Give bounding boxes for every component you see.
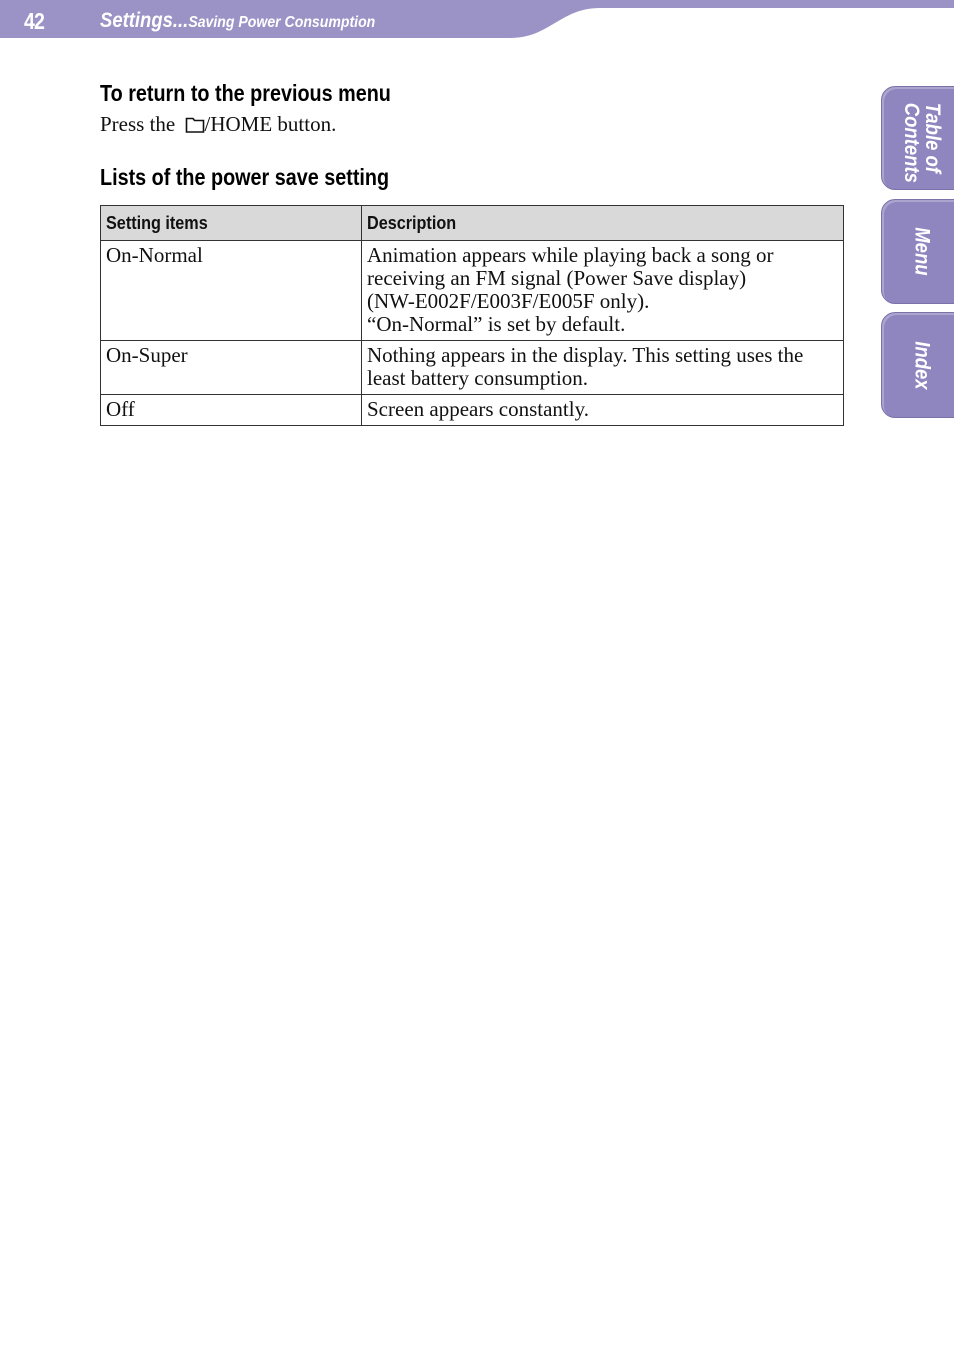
setting-item-cell: On-Super	[101, 341, 362, 395]
header-title	[100, 9, 375, 33]
description-line: Screen appears constantly.	[367, 397, 589, 421]
table-row	[101, 395, 844, 426]
tab-label-index: Index	[910, 340, 934, 390]
folder-icon	[185, 114, 205, 139]
header-subtitle: Saving Power Consumption	[188, 14, 376, 31]
tab-menu[interactable]	[881, 199, 954, 304]
tab-index[interactable]	[881, 312, 954, 418]
description-line: receiving an FM signal (Power Save display)	[367, 266, 747, 290]
instruction-text-after: /HOME button.	[204, 112, 337, 136]
return-heading: To return to the previous menu	[100, 80, 391, 106]
tab-table-of-contents[interactable]	[881, 86, 954, 190]
header-band	[0, 0, 954, 40]
table-header-row	[101, 206, 844, 241]
header-section: Settings	[100, 9, 173, 32]
description-cell	[362, 395, 844, 426]
description-line: least battery consumption.	[367, 366, 589, 390]
description-line: Nothing appears in the display. This setting uses the	[367, 343, 804, 367]
table-row	[101, 241, 844, 341]
setting-item-cell: On-Normal	[101, 241, 362, 341]
power-save-table	[100, 205, 844, 426]
tab-label-table-of-contents: Table of Contents	[900, 102, 944, 183]
description-line: Animation appears while playing back a song or	[367, 243, 774, 267]
page-number: 42	[24, 8, 45, 34]
description-cell	[362, 341, 844, 395]
return-instruction	[100, 112, 336, 139]
header-ellipsis: ...	[172, 9, 189, 32]
column-header-setting-items: Setting items	[101, 206, 362, 241]
instruction-text-before: Press the	[100, 112, 181, 136]
setting-item-cell: Off	[101, 395, 362, 426]
table-row	[101, 341, 844, 395]
lists-heading: Lists of the power save setting	[100, 164, 390, 190]
description-line: “On-Normal” is set by default.	[367, 312, 626, 336]
column-header-description: Description	[362, 206, 844, 241]
tab-label-menu: Menu	[910, 227, 934, 276]
description-cell	[362, 241, 844, 341]
description-line: (NW-E002F/E003F/E005F only).	[367, 289, 650, 313]
